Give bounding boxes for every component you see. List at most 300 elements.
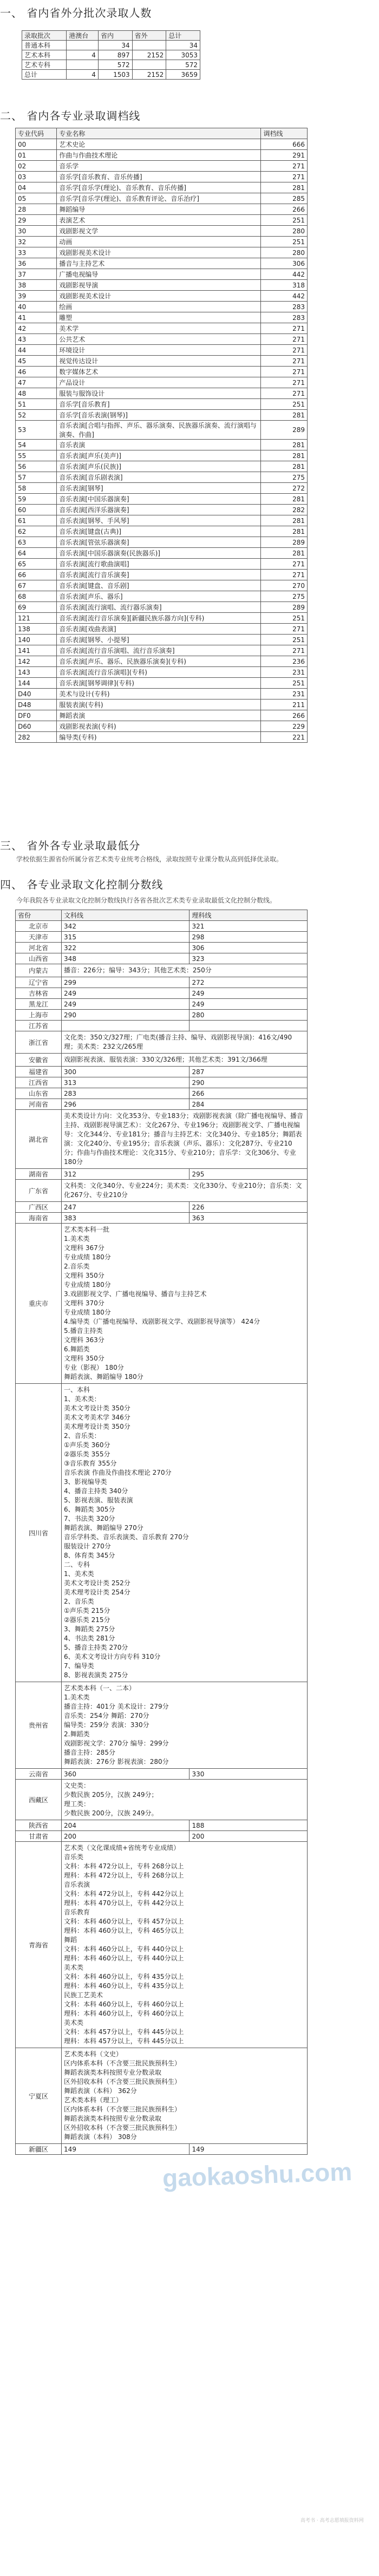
- table-cell: 68: [16, 591, 57, 602]
- table-row: [16, 921, 308, 932]
- table-cell: 247: [62, 1202, 190, 1213]
- table-cell: 59: [16, 494, 57, 505]
- table-cell: 283: [261, 312, 308, 323]
- table-cell: 295: [190, 1169, 308, 1180]
- table-cell: 陕西省: [16, 1820, 62, 1831]
- table-row: [16, 526, 308, 537]
- table-cell: 231: [261, 689, 308, 699]
- table-cell: 363: [190, 1213, 308, 1224]
- table-cell: 服装表演(专科): [57, 699, 261, 710]
- table-cell: 环境设计: [57, 345, 261, 356]
- table-cell: 甘肃省: [16, 1831, 62, 1842]
- table-cell: 318: [261, 280, 308, 291]
- table-cell: D48: [16, 699, 57, 710]
- table-row: [16, 399, 308, 410]
- table-cell: 服装与服饰设计: [57, 388, 261, 399]
- table-cell: 42: [16, 323, 57, 334]
- table-cell: 666: [261, 139, 308, 150]
- table-row: [16, 699, 308, 710]
- table-cell: 66: [16, 570, 57, 580]
- table-row: [16, 721, 308, 732]
- table-cell: 28: [16, 204, 57, 215]
- table-cell: 281: [261, 548, 308, 559]
- table-row: [16, 483, 308, 494]
- table-cell: 戏剧影视文学: [57, 226, 261, 237]
- table-cell: 56: [16, 461, 57, 472]
- section-4-title: 四、 各专业录取文化控制分数线: [0, 878, 164, 891]
- table-row: [16, 1110, 308, 1169]
- table-cell: 140: [16, 635, 57, 645]
- table-cell: 音乐表演[钢琴调律](专科): [57, 678, 261, 689]
- table-cell: 绘画: [57, 302, 261, 312]
- table-row: [16, 377, 308, 388]
- table-cell: 音乐表演[流行音乐演唱](专科): [57, 667, 261, 678]
- table-cell: 271: [261, 559, 308, 570]
- table-row: [16, 988, 308, 999]
- table-cell: 298: [190, 932, 308, 943]
- table-cell: 天津市: [16, 932, 62, 943]
- culture-control-line-table: [15, 910, 308, 2155]
- table-cell: 辽宁省: [16, 977, 62, 988]
- table-cell: 306: [261, 258, 308, 269]
- table-cell: 62: [16, 526, 57, 537]
- table-cell: 浙江省: [16, 1031, 62, 1054]
- table-row: [22, 70, 200, 80]
- column-header: 省份: [16, 910, 62, 921]
- section-1-title: 一、 省内省外分批次录取人数: [0, 6, 152, 19]
- table-row: [16, 1820, 308, 1831]
- table-row: [22, 60, 200, 70]
- column-header: 专业代码: [16, 128, 57, 139]
- table-cell: 30: [16, 226, 57, 237]
- table-cell: 291: [261, 150, 308, 161]
- table-cell: 442: [261, 291, 308, 302]
- table-cell: 360: [62, 1769, 190, 1780]
- table-cell: 音乐学[音乐学(理论)、音乐教育、音乐传播]: [57, 182, 261, 193]
- table-cell: 342: [62, 921, 190, 932]
- table-cell: [132, 41, 166, 50]
- table-cell: 山西省: [16, 953, 62, 964]
- table-cell: 戏剧影视导演: [57, 280, 261, 291]
- table-cell: 287: [190, 1067, 308, 1077]
- table-cell: 58: [16, 483, 57, 494]
- table-cell: 音乐表演[西洋乐器演奏]: [57, 505, 261, 515]
- table-cell: 江苏省: [16, 1021, 62, 1031]
- table-cell: 音乐表演[合唱与指挥、声乐、器乐演奏、民族器乐演奏、流行演唱与演奏、作曲]: [57, 421, 261, 440]
- column-header: 专业名称: [57, 128, 261, 139]
- table-row: [16, 1031, 308, 1054]
- table-cell: 43: [16, 334, 57, 345]
- table-cell: 戏剧影视表演(专科): [57, 721, 261, 732]
- table-cell: 艺术本科: [22, 50, 67, 60]
- table-cell: 281: [261, 450, 308, 461]
- table-cell: 200: [62, 1831, 190, 1842]
- table-cell: 音乐学[音乐表演(钢琴)]: [57, 410, 261, 421]
- table-cell: 572: [98, 60, 132, 70]
- site-watermark: gaokaoshu.com: [162, 2157, 353, 2193]
- table-cell: 299: [62, 977, 190, 988]
- table-cell: 897: [98, 50, 132, 60]
- table-cell: 34: [166, 41, 200, 50]
- table-cell: 41: [16, 312, 57, 323]
- table-cell: 美术学: [57, 323, 261, 334]
- table-cell: 广东省: [16, 1180, 62, 1202]
- table-cell: 138: [16, 624, 57, 635]
- table-cell: 290: [62, 1010, 190, 1021]
- table-cell: 00: [16, 139, 57, 150]
- table-row: [16, 237, 308, 247]
- column-header: 调档线: [261, 128, 308, 139]
- table-cell: 231: [261, 667, 308, 678]
- table-cell: 204: [62, 1820, 190, 1831]
- table-row: [16, 559, 308, 570]
- table-row: [16, 645, 308, 656]
- table-cell: 山东省: [16, 1088, 62, 1099]
- batch-admission-table: [22, 30, 200, 80]
- table-row: [16, 1384, 308, 1682]
- table-row: [16, 505, 308, 515]
- table-cell: 音乐表演[中国乐器演奏(民族器乐)]: [57, 548, 261, 559]
- table-cell: 251: [261, 215, 308, 226]
- table-row: [22, 41, 200, 50]
- table-cell: 3659: [166, 70, 200, 80]
- table-cell: 戏剧影视表演、服装表演：330文/326理；其他艺术类：391文/366理: [62, 1054, 308, 1067]
- table-cell: [67, 41, 99, 50]
- table-cell: 313: [62, 1077, 190, 1088]
- table-cell: 音乐表演[流行音乐演奏][新疆民族乐器方向](专科): [57, 613, 261, 624]
- table-cell: 编导类(专科): [57, 732, 261, 743]
- table-cell: 一、本科 1、美术类： 美术文考设计类 350分 美术文考美术学 346分 美术理考设计类 350分 2、音乐类： ①声乐类 360分 ②器乐类 355分 ③音乐教育 355分 音乐表演 作曲及作曲技术理论 270分 3、影视编导类 4、播音主持类 340分 5、影视表演、服装表演 6、舞蹈类 305分 7、书法类 320分 舞蹈表演、舞蹈编导 270分 音乐学科类、音乐表演类、音乐教育 270分 服装设计 270分 8、体育类 345分 二、专科 1、美术类 美术文考设计类 252分 美术理考设计类 254分 2、音乐类 ①声乐类 215分 ②器乐类 215分 3、舞蹈类 275分 4、书法类 281分 5、播音主持类 270分 6、美术文考设计方向专科 310分 7、编导类 8、影视表演类 275分: [62, 1384, 308, 1682]
- table-cell: 266: [261, 204, 308, 215]
- table-row: [16, 732, 308, 743]
- table-row: [16, 161, 308, 172]
- table-cell: 雕塑: [57, 312, 261, 323]
- table-row: [16, 1088, 308, 1099]
- table-cell: 270: [261, 580, 308, 591]
- table-row: [16, 247, 308, 258]
- table-cell: 音乐表演[戏曲表演]: [57, 624, 261, 635]
- table-cell: 271: [261, 570, 308, 580]
- table-cell: 251: [261, 678, 308, 689]
- table-row: [16, 689, 308, 699]
- table-cell: 271: [261, 323, 308, 334]
- table-row: [22, 50, 200, 60]
- table-cell: 44: [16, 345, 57, 356]
- table-cell: 04: [16, 182, 57, 193]
- table-cell: 舞蹈编导: [57, 204, 261, 215]
- section-3-note: 学校依据生源省份所属分省艺术类专业统考合格线，录取按照专业课分数从高到低择优录取。: [16, 855, 283, 863]
- table-cell: 46: [16, 367, 57, 377]
- column-header: 省内: [98, 31, 132, 41]
- table-cell: 315: [62, 932, 190, 943]
- table-cell: 音乐学[音乐教育、音乐传播]: [57, 172, 261, 182]
- table-row: [16, 999, 308, 1010]
- table-cell: 142: [16, 656, 57, 667]
- table-cell: 海南省: [16, 1213, 62, 1224]
- table-row: [16, 1169, 308, 1180]
- table-header-row: [22, 31, 200, 41]
- table-cell: 音乐表演[流行音乐演唱、流行音乐演奏]: [57, 645, 261, 656]
- table-cell: 281: [261, 461, 308, 472]
- table-cell: 02: [16, 161, 57, 172]
- table-cell: 249: [62, 999, 190, 1010]
- table-cell: 572: [166, 60, 200, 70]
- table-cell: 音乐表演[中国乐器演奏]: [57, 494, 261, 505]
- table-cell: 32: [16, 237, 57, 247]
- table-row: [16, 613, 308, 624]
- table-row: [16, 1224, 308, 1384]
- table-cell: 36: [16, 258, 57, 269]
- section-4-note: 今年我院各专业录取文化控制分数线执行各省各批次艺术类专业录取最低文化控制分数线。: [16, 897, 277, 904]
- table-cell: 37: [16, 269, 57, 280]
- table-cell: 45: [16, 356, 57, 367]
- table-cell: 产品设计: [57, 377, 261, 388]
- table-cell: 音乐表演[流行演唱、流行器乐演奏]: [57, 602, 261, 613]
- table-cell: 296: [62, 1099, 190, 1110]
- column-header: 文科线: [62, 910, 190, 921]
- table-row: [16, 410, 308, 421]
- table-row: [16, 334, 308, 345]
- table-cell: 西藏区: [16, 1780, 62, 1820]
- table-row: [16, 494, 308, 505]
- column-header: 录取批次: [22, 31, 67, 41]
- table-cell: 音乐表演[流行音乐演奏]: [57, 570, 261, 580]
- table-cell: 272: [261, 483, 308, 494]
- table-row: [16, 388, 308, 399]
- table-cell: 播音与主持艺术: [57, 258, 261, 269]
- table-cell: 281: [261, 526, 308, 537]
- table-cell: 282: [16, 732, 57, 743]
- table-cell: 442: [261, 269, 308, 280]
- table-cell: 广播电视编导: [57, 269, 261, 280]
- table-cell: 四川省: [16, 1384, 62, 1682]
- table-cell: 美术类设计方向：文化353分、专业183分；戏剧影视表演（除广播电视编导、播音主持、戏剧影视导演艺术）：文化267分、专业196分；戏剧影视文学、广播电视编导：文化344分、专业181分；播音与主持艺术：文化340分、专业185分；舞蹈表演：文化240分、专业195分；音乐表演（声乐、器乐）：文化287分、专业210分；作曲与作曲技术理论：文化315分、专业210分；音乐学：文化306分、专业180分: [62, 1110, 308, 1169]
- table-row: [16, 667, 308, 678]
- table-row: [16, 226, 308, 237]
- section-3-title: 三、 省外各专业录取最低分: [0, 839, 141, 852]
- table-cell: 03: [16, 172, 57, 182]
- table-row: [16, 461, 308, 472]
- table-cell: 普通本科: [22, 41, 67, 50]
- table-cell: 211: [261, 699, 308, 710]
- table-cell: 285: [261, 193, 308, 204]
- table-row: [16, 215, 308, 226]
- table-row: [16, 537, 308, 548]
- table-cell: 38: [16, 280, 57, 291]
- table-row: [16, 1021, 308, 1031]
- table-row: [16, 1213, 308, 1224]
- table-row: [16, 345, 308, 356]
- table-cell: 音乐表演[管弦乐器演奏]: [57, 537, 261, 548]
- table-cell: 福建省: [16, 1067, 62, 1077]
- table-cell: [190, 1021, 308, 1031]
- table-row: [16, 1780, 308, 1820]
- table-cell: 300: [62, 1067, 190, 1077]
- table-cell: 音乐表演[声乐(美声)]: [57, 450, 261, 461]
- table-cell: 65: [16, 559, 57, 570]
- table-cell: 40: [16, 302, 57, 312]
- table-row: [16, 172, 308, 182]
- table-cell: 34: [98, 41, 132, 50]
- table-cell: 275: [261, 591, 308, 602]
- table-cell: 2152: [132, 50, 166, 60]
- table-cell: 音乐表演[钢琴]: [57, 483, 261, 494]
- table-cell: 53: [16, 421, 57, 440]
- table-cell: 数字媒体艺术: [57, 367, 261, 377]
- table-cell: 音乐学[音乐学(理论)、音乐教育评论、音乐治疗]: [57, 193, 261, 204]
- table-cell: 安徽省: [16, 1054, 62, 1067]
- table-cell: 艺术史论: [57, 139, 261, 150]
- table-row: [16, 710, 308, 721]
- table-cell: 北京市: [16, 921, 62, 932]
- table-row: [16, 323, 308, 334]
- table-cell: 1503: [98, 70, 132, 80]
- table-cell: 289: [261, 537, 308, 548]
- table-cell: 河北省: [16, 943, 62, 953]
- table-row: [16, 1769, 308, 1780]
- table-cell: 47: [16, 377, 57, 388]
- table-cell: 271: [261, 334, 308, 345]
- table-cell: 67: [16, 580, 57, 591]
- column-header: 总计: [166, 31, 200, 41]
- table-row: [16, 943, 308, 953]
- table-cell: 51: [16, 399, 57, 410]
- table-cell: 艺术类本科（一、二本） 1.美术类 播音主持：401分 美术设计：279分 音乐类：254分 舞蹈：270分 编导类：259分 表演：330分 2.舞蹈类 戏剧影视文学：270分 编导：299分 播音主持：285分 舞蹈表演：276分 影视表演：280分: [62, 1682, 308, 1769]
- table-cell: 63: [16, 537, 57, 548]
- table-cell: 283: [62, 1088, 190, 1099]
- table-row: [16, 421, 308, 440]
- table-cell: D40: [16, 689, 57, 699]
- table-cell: 动画: [57, 237, 261, 247]
- table-cell: 289: [261, 602, 308, 613]
- table-cell: 美术与设计(专科): [57, 689, 261, 699]
- section-2-title: 二、 省内各专业录取调档线: [0, 109, 141, 122]
- table-row: [16, 472, 308, 483]
- table-cell: 黑龙江: [16, 999, 62, 1010]
- table-row: [16, 2048, 308, 2144]
- table-row: [16, 1054, 308, 1067]
- table-cell: 249: [62, 988, 190, 999]
- table-cell: 143: [16, 667, 57, 678]
- table-cell: 音乐表演[流行歌曲演唱]: [57, 559, 261, 570]
- table-cell: 江西省: [16, 1077, 62, 1088]
- table-cell: 330: [190, 1769, 308, 1780]
- table-row: [16, 269, 308, 280]
- table-row: [16, 150, 308, 161]
- table-row: [16, 1067, 308, 1077]
- table-cell: 音乐表演[钢琴、小提琴]: [57, 635, 261, 645]
- table-cell: 144: [16, 678, 57, 689]
- table-cell: 湖北省: [16, 1110, 62, 1169]
- table-cell: 播音：226分；编导：343分；其他艺术类：250分: [62, 964, 308, 977]
- table-cell: 音乐表演[声乐、器乐、民族器乐演奏](专科): [57, 656, 261, 667]
- table-cell: 艺术类本科一批 1.美术类 文理科 367分 专业成绩 180分 2.音乐类 文理科 350分 专业成绩 180分 3.戏剧影视文学、广播电视编导、播音与主持艺术 文理科 370分 专业成绩 180分 4.编导类（广播电视编导、戏剧影视文学、戏剧影视导演等） 424分 5.播音主持类 文理科 363分 6.舞蹈类 文理科 350分 专业（影视） 180分 舞蹈表演、舞蹈编导 180分: [62, 1224, 308, 1384]
- table-cell: 艺术专科: [22, 60, 67, 70]
- table-cell: 吉林省: [16, 988, 62, 999]
- table-cell: 广西区: [16, 1202, 62, 1213]
- table-cell: 2152: [132, 70, 166, 80]
- table-row: [16, 964, 308, 977]
- table-cell: 251: [261, 635, 308, 645]
- table-cell: 271: [261, 345, 308, 356]
- table-cell: 音乐表演[钢琴、手风琴]: [57, 515, 261, 526]
- table-cell: 312: [62, 1169, 190, 1180]
- table-cell: 音乐表演[音乐剧表演]: [57, 472, 261, 483]
- table-row: [16, 1202, 308, 1213]
- table-cell: [62, 1021, 190, 1031]
- table-cell: 文史类： 少数民族 205分，汉族 249分； 理工类： 少数民族 200分，汉族 249分。: [62, 1780, 308, 1820]
- table-row: [16, 1010, 308, 1021]
- table-row: [16, 624, 308, 635]
- table-cell: 音乐表演[键盘(古典)]: [57, 526, 261, 537]
- table-cell: 306: [190, 943, 308, 953]
- table-cell: 280: [190, 1010, 308, 1021]
- table-cell: 01: [16, 150, 57, 161]
- table-cell: 作曲与作曲技术理论: [57, 150, 261, 161]
- table-cell: 音乐表演: [57, 440, 261, 450]
- table-cell: 4: [67, 70, 99, 80]
- table-row: [16, 2144, 308, 2155]
- table-cell: 383: [62, 1213, 190, 1224]
- table-row: [16, 656, 308, 667]
- table-cell: 221: [261, 732, 308, 743]
- table-cell: 226: [190, 1202, 308, 1213]
- table-cell: 视觉传达设计: [57, 356, 261, 367]
- table-cell: 266: [190, 1088, 308, 1099]
- table-row: [16, 635, 308, 645]
- site-watermark-caption: 高考书 · 高考志愿填报资料网: [300, 2518, 364, 2523]
- table-cell: 64: [16, 548, 57, 559]
- table-cell: 271: [261, 388, 308, 399]
- table-row: [16, 258, 308, 269]
- table-cell: 149: [62, 2144, 190, 2155]
- column-header: 港澳台: [67, 31, 99, 41]
- table-row: [16, 356, 308, 367]
- table-row: [16, 440, 308, 450]
- table-row: [16, 367, 308, 377]
- table-cell: 283: [261, 302, 308, 312]
- table-cell: 公共艺术: [57, 334, 261, 345]
- table-cell: 281: [261, 440, 308, 450]
- table-cell: 总计: [22, 70, 67, 80]
- table-cell: 281: [261, 515, 308, 526]
- table-cell: 251: [261, 399, 308, 410]
- table-cell: 艺术类本科（文史） 区内体系本科（不含要三批民族预科生） 舞蹈表演类本科按照专业分数录取 区外招收本科（不含要三批民族预科生） 舞蹈表演（本科） 362分 艺术类本科（理工） 区内体系本科（不含要三批民族预科生） 舞蹈表演类本科按照专业分数录取 区外招收本科（不含要三批民族预科生） 舞蹈表演（本科） 308分: [62, 2048, 308, 2144]
- table-cell: 280: [261, 226, 308, 237]
- table-cell: 音乐表演[声乐、器乐]: [57, 591, 261, 602]
- table-cell: 249: [190, 999, 308, 1010]
- province-major-cutoff-table: [15, 128, 308, 743]
- table-cell: 61: [16, 515, 57, 526]
- table-cell: 艺术类（文化课成绩+省统考专业成绩） 音乐类 文科：本科 472分以上，专科 268分以上 理科：本科 472分以上，专科 268分以上 音乐表演 文科：本科 472分以上，专科 442分以上 理科：本科 470分以上，专科 442分以上 音乐教育 文科：本科 460分以上，专科 457分以上 理科：本科 460分以上，专科 465分以上 舞蹈 文科：本科 460分以上，专科 440分以上 理科：本科 460分以上，专科 440分以上 美术类 文科：本科 460分以上，专科 435分以上 理科：本科 460分以上，专科 435分以上 民族工艺美术 文科：本科 460分以上，专科 460分以上 理科：本科 460分以上，专科 460分以上 美术类 文科：本科 457分以上，专科 445分以上 理科：本科 457分以上，专科 445分以上: [62, 1842, 308, 2048]
- table-row: [16, 1682, 308, 1769]
- table-cell: 251: [261, 613, 308, 624]
- table-cell: 271: [261, 161, 308, 172]
- table-cell: 271: [261, 624, 308, 635]
- table-cell: 表演艺术: [57, 215, 261, 226]
- table-cell: 4: [67, 50, 99, 60]
- table-cell: 271: [261, 356, 308, 367]
- table-cell: 3053: [166, 50, 200, 60]
- table-cell: 236: [261, 656, 308, 667]
- table-cell: 贵州省: [16, 1682, 62, 1769]
- table-cell: 55: [16, 450, 57, 461]
- table-cell: 内蒙古: [16, 964, 62, 977]
- table-cell: 200: [190, 1831, 308, 1842]
- table-cell: [67, 60, 99, 70]
- table-cell: 青海省: [16, 1842, 62, 2048]
- table-cell: 289: [261, 421, 308, 440]
